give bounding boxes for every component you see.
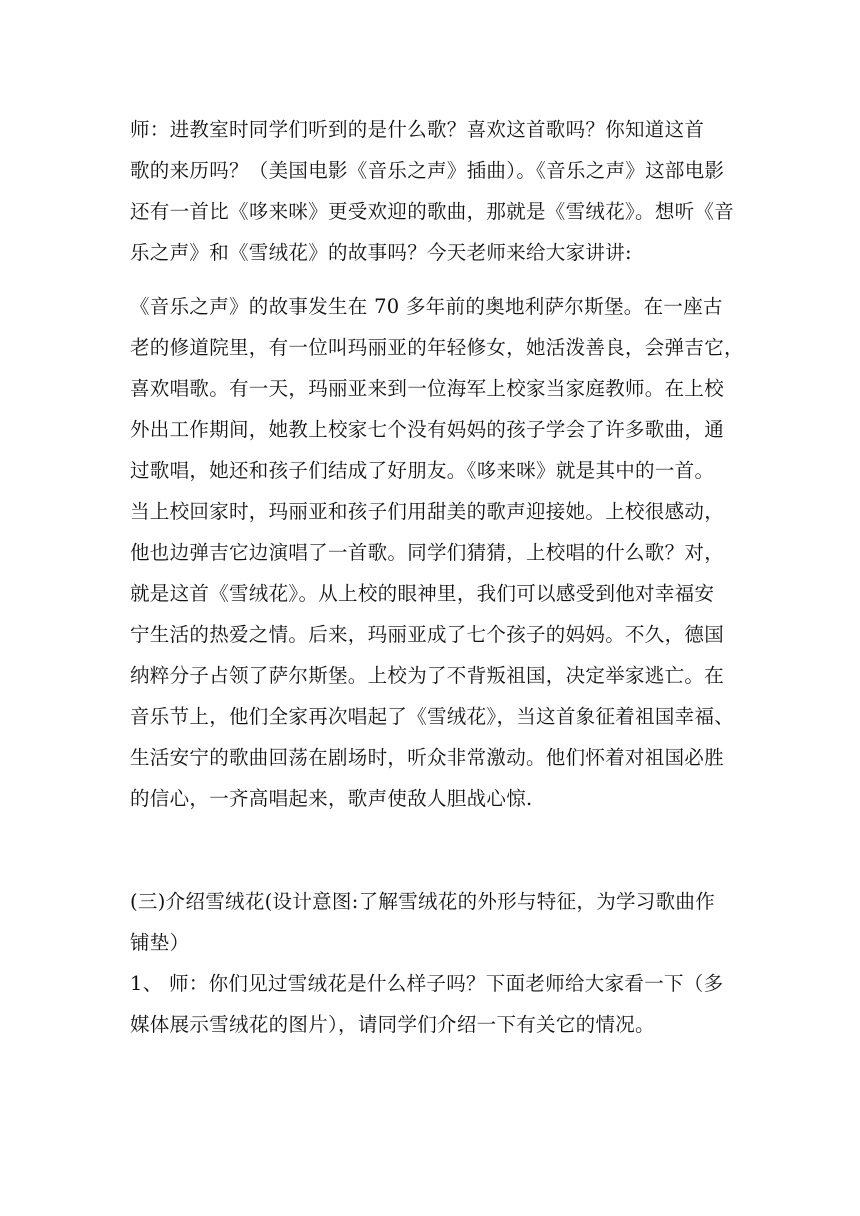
- text-line: 老的修道院里，有一位叫玛丽亚的年轻修女，她活泼善良，会弹吉它，: [130, 336, 744, 359]
- text-line: 宁生活的热爱之情。后来，玛丽亚成了七个孩子的妈妈。不久，德国: [130, 623, 725, 646]
- text-line: 1、 师：你们见过雪绒花是什么样子吗？下面老师给大家看一下（多: [130, 972, 724, 995]
- text-line: 过歌唱，她还和孩子们结成了好朋友。《哆来咪》就是其中的一首。: [130, 459, 715, 482]
- text-line: 生活安宁的歌曲回荡在剧场时，听众非常激动。他们怀着对祖国必胜: [130, 746, 725, 769]
- text-line: 纳粹分子占领了萨尔斯堡。上校为了不背叛祖国，决定举家逃亡。在: [130, 664, 725, 687]
- text-line: 歌的来历吗？（美国电影《音乐之声》插曲）。《音乐之声》这部电影: [130, 159, 725, 182]
- section-heading-line: 铺垫）: [130, 931, 190, 954]
- text-line: 媒体展示雪绒花的图片），请同学们介绍一下有关它的情况。: [130, 1013, 655, 1036]
- text-line: 还有一首比《哆来咪》更受欢迎的歌曲，那就是《雪绒花》。想听《音: [130, 200, 735, 223]
- text-line: 他也边弹吉它边演唱了一首歌。同学们猜猜，上校唱的什么歌？对，: [130, 541, 725, 564]
- text-line: 师：进教室时同学们听到的是什么歌？喜欢这首歌吗？你知道这首: [130, 118, 705, 141]
- text-line: 当上校回家时，玛丽亚和孩子们用甜美的歌声迎接她。上校很感动，: [130, 500, 725, 523]
- text-line: 喜欢唱歌。有一天，玛丽亚来到一位海军上校家当家庭教师。在上校: [130, 377, 725, 400]
- text-line: 的信心，一齐高唱起来，歌声使敌人胆战心惊.: [130, 787, 533, 810]
- section-heading-line: (三)介绍雪绒花(设计意图:了解雪绒花的外形与特征，为学习歌曲作: [130, 890, 715, 913]
- text-line: 乐之声》和《雪绒花》的故事吗？今天老师来给大家讲讲:: [130, 241, 632, 264]
- text-line: 《音乐之声》的故事发生在 70 多年前的奥地利萨尔斯堡。在一座古: [130, 295, 723, 318]
- text-line: 音乐节上，他们全家再次唱起了《雪绒花》，当这首象征着祖国幸福、: [130, 705, 735, 728]
- text-line: 就是这首《雪绒花》。从上校的眼神里，我们可以感受到他对幸福安: [130, 582, 715, 605]
- text-line: 外出工作期间，她教上校家七个没有妈妈的孩子学会了许多歌曲，通: [130, 418, 725, 441]
